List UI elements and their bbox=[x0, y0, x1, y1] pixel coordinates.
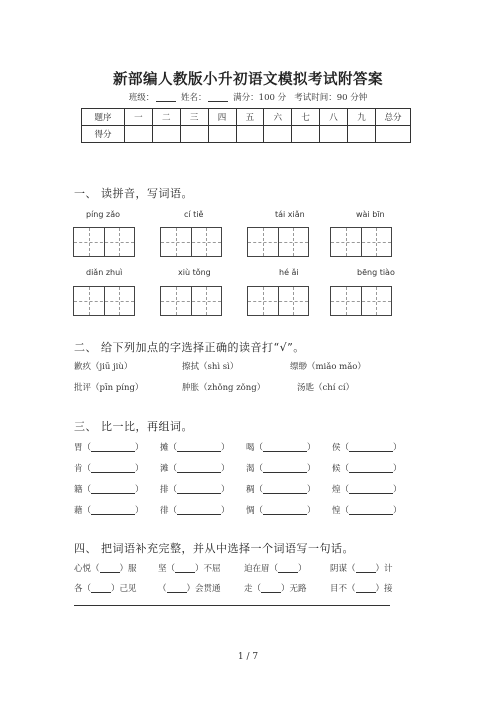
score-header-cell: 总分 bbox=[376, 109, 411, 126]
idiom-item: 阴谋（ ）计 bbox=[330, 564, 393, 574]
char-item: 煌（ ） bbox=[332, 485, 402, 495]
idiom-item: 目不（ ）接 bbox=[330, 584, 393, 594]
answer-blank[interactable] bbox=[349, 442, 393, 452]
score-table bbox=[81, 108, 411, 143]
char-item: 滩（ ） bbox=[160, 464, 230, 474]
score-header-cell: 二 bbox=[152, 109, 180, 126]
char-item: 渴（ ） bbox=[246, 464, 316, 474]
reading-choice[interactable]: 肿胀（zhǒng zǒng） bbox=[182, 383, 266, 393]
idiom-item: 坚（ ）不屈 bbox=[158, 564, 221, 574]
class-label: 班级： bbox=[128, 93, 155, 103]
reading-choice[interactable]: 擦拭（shì sì） bbox=[182, 362, 239, 372]
char-item: 喝（ ） bbox=[246, 443, 316, 453]
score-header-cell: 一 bbox=[125, 109, 153, 126]
writing-grid[interactable] bbox=[247, 227, 309, 257]
score-header-cell: 三 bbox=[180, 109, 208, 126]
answer-blank[interactable] bbox=[167, 583, 187, 593]
reading-choice[interactable]: 汤匙（chí cí） bbox=[297, 383, 355, 393]
score-table-header-row bbox=[82, 109, 411, 126]
answer-blank[interactable] bbox=[356, 583, 376, 593]
reading-choice[interactable]: 批评（pīn píng） bbox=[74, 383, 144, 393]
section3-heading: 三、 比一比，再组词。 bbox=[74, 420, 193, 433]
char-item: 候（ ） bbox=[332, 464, 402, 474]
score-header-cell: 六 bbox=[264, 109, 292, 126]
idiom-item: 心悦（ ）服 bbox=[74, 564, 137, 574]
score-input-cell[interactable] bbox=[320, 126, 348, 143]
answer-blank[interactable] bbox=[91, 463, 135, 473]
section4-heading: 四、 把词语补充完整，并从中选择一个词语写一句话。 bbox=[74, 542, 354, 555]
answer-blank[interactable] bbox=[278, 563, 298, 573]
score-header-cell: 四 bbox=[208, 109, 236, 126]
idiom-item: （ ）会贯通 bbox=[158, 584, 221, 594]
exam-info bbox=[0, 91, 496, 103]
pinyin-label: xiù tǒng bbox=[178, 268, 211, 277]
answer-blank[interactable] bbox=[175, 563, 195, 573]
answer-blank[interactable] bbox=[91, 442, 135, 452]
page-number: 1 / 7 bbox=[237, 652, 259, 662]
answer-blank[interactable] bbox=[91, 484, 135, 494]
char-item: 胃（ ） bbox=[74, 443, 144, 453]
char-item: 肯（ ） bbox=[74, 464, 144, 474]
writing-grid[interactable] bbox=[73, 286, 135, 316]
writing-grid[interactable] bbox=[330, 227, 392, 257]
char-item: 藉（ ） bbox=[74, 506, 144, 516]
char-item: 侯（ ） bbox=[332, 443, 402, 453]
score-input-cell[interactable] bbox=[236, 126, 264, 143]
answer-blank[interactable] bbox=[261, 583, 281, 593]
score-input-cell[interactable] bbox=[152, 126, 180, 143]
reading-choice[interactable]: 缥缈（miǎo mǎo） bbox=[290, 362, 366, 372]
char-item: 惶（ ） bbox=[332, 506, 402, 516]
idiom-item: 走（ ）无路 bbox=[244, 584, 307, 594]
answer-blank[interactable] bbox=[263, 505, 307, 515]
answer-blank[interactable] bbox=[263, 442, 307, 452]
writing-grid[interactable] bbox=[160, 227, 222, 257]
answer-blank[interactable] bbox=[177, 505, 221, 515]
reading-choice[interactable]: 歉疚（jiū jiù） bbox=[74, 362, 133, 372]
pinyin-label: píng zǎo bbox=[86, 210, 120, 219]
score-header-cell: 九 bbox=[348, 109, 376, 126]
score-input-cell[interactable] bbox=[264, 126, 292, 143]
char-item: 排（ ） bbox=[160, 485, 230, 495]
full-score: 满分：100 分 bbox=[233, 93, 287, 103]
writing-grid[interactable] bbox=[247, 286, 309, 316]
exam-time: 考试时间：90 分钟 bbox=[294, 93, 368, 103]
score-header-cell: 题序 bbox=[82, 109, 125, 126]
page-title: 新部编人教版小升初语文模拟考试附答案 bbox=[113, 71, 383, 88]
answer-blank[interactable] bbox=[177, 484, 221, 494]
pinyin-label: hé ǎi bbox=[279, 268, 299, 277]
answer-blank[interactable] bbox=[100, 563, 120, 573]
class-blank[interactable] bbox=[156, 92, 176, 102]
name-blank[interactable] bbox=[208, 92, 228, 102]
answer-blank[interactable] bbox=[91, 583, 111, 593]
answer-blank[interactable] bbox=[263, 463, 307, 473]
writing-grid[interactable] bbox=[330, 286, 392, 316]
score-input-cell[interactable] bbox=[292, 126, 320, 143]
char-item: 摊（ ） bbox=[160, 443, 230, 453]
char-item: 惆（ ） bbox=[246, 506, 316, 516]
pinyin-label: wài bīn bbox=[356, 210, 385, 219]
writing-grid[interactable] bbox=[73, 227, 135, 257]
answer-blank[interactable] bbox=[349, 505, 393, 515]
answer-blank[interactable] bbox=[349, 484, 393, 494]
section1-heading: 一、 读拼音，写词语。 bbox=[74, 187, 193, 200]
answer-blank[interactable] bbox=[349, 463, 393, 473]
writing-grid[interactable] bbox=[160, 286, 222, 316]
answer-blank[interactable] bbox=[263, 484, 307, 494]
pinyin-label: bēng tiào bbox=[357, 268, 395, 277]
score-input-cell[interactable] bbox=[376, 126, 411, 143]
char-item: 籍（ ） bbox=[74, 485, 144, 495]
pinyin-label: diǎn zhuì bbox=[86, 268, 123, 277]
answer-blank[interactable] bbox=[177, 442, 221, 452]
score-input-cell[interactable] bbox=[180, 126, 208, 143]
char-item: 徘（ ） bbox=[160, 506, 230, 516]
pinyin-label: tái xiǎn bbox=[275, 210, 305, 219]
answer-blank[interactable] bbox=[177, 463, 221, 473]
answer-blank[interactable] bbox=[91, 505, 135, 515]
score-input-cell[interactable] bbox=[208, 126, 236, 143]
idiom-item: 各（ ）己见 bbox=[74, 584, 137, 594]
section2-heading: 二、 给下列加点的字选择正确的读音打“√”。 bbox=[74, 341, 305, 354]
score-header-cell: 五 bbox=[236, 109, 264, 126]
score-header-cell: 八 bbox=[320, 109, 348, 126]
score-table-score-row bbox=[82, 126, 411, 143]
sentence-answer-line[interactable] bbox=[74, 605, 390, 606]
pinyin-label: cí tiě bbox=[184, 210, 204, 219]
name-label: 姓名： bbox=[180, 93, 207, 103]
score-input-cell[interactable] bbox=[125, 126, 153, 143]
answer-blank[interactable] bbox=[356, 563, 376, 573]
score-row-label: 得分 bbox=[82, 126, 125, 143]
score-header-cell: 七 bbox=[292, 109, 320, 126]
idiom-item: 迫在眉（ ） bbox=[244, 564, 307, 574]
score-input-cell[interactable] bbox=[348, 126, 376, 143]
char-item: 稠（ ） bbox=[246, 485, 316, 495]
